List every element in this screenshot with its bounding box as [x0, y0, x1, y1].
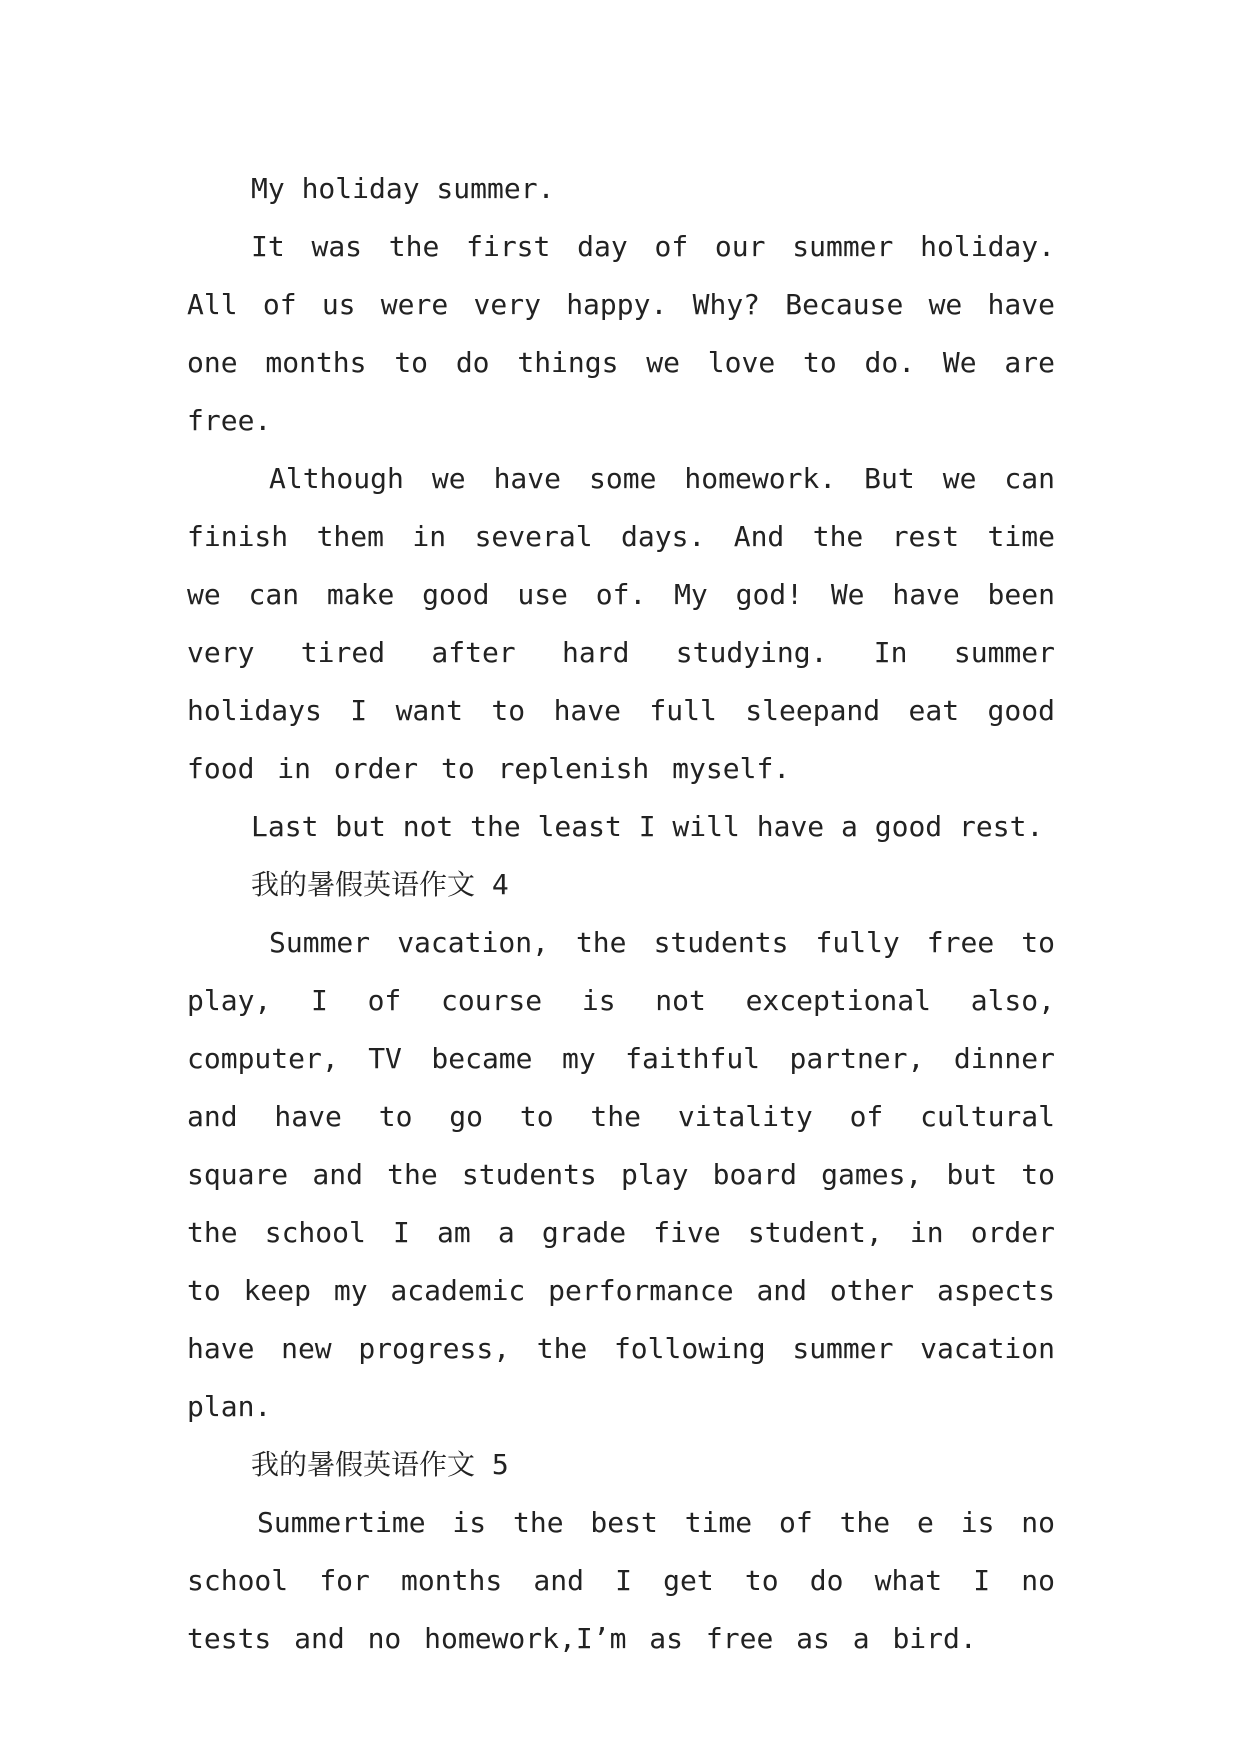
paragraph: Summertime is the best time of the e is no school for months and I get to do what I no tests and no homework,I’m as free as a bird. — [187, 1506, 1055, 1655]
section-heading: 我的暑假英语作文 5 — [251, 1448, 509, 1481]
paragraph: It was the first day of our summer holiday. All of us were very happy. Why? Because we have one months to do things we love to do. We are free. — [187, 230, 1055, 437]
paragraph: Summer vacation, the students fully free to play, I of course is not exceptional also, computer, TV became my faithful partner, dinner and have to go to the vitality of cultural square and the students play board games, but to the school I am a grade five student, in order to keep my academic performance and other aspects have new progress, the following summer vacation plan. — [187, 926, 1056, 1423]
paragraph: Although we have some homework. But we can finish them in several days. And the rest time we can make good use of. My god! We have been very tired after hard studying. In summer holidays I want to have full sleepand eat good food in order to replenish myself. — [187, 462, 1055, 785]
section-heading: 我的暑假英语作文 4 — [251, 868, 509, 901]
document-body — [187, 160, 1055, 1668]
paragraph: Last but not the least I will have a good rest. — [251, 810, 1044, 843]
essay-title: My holiday summer. — [251, 172, 555, 205]
